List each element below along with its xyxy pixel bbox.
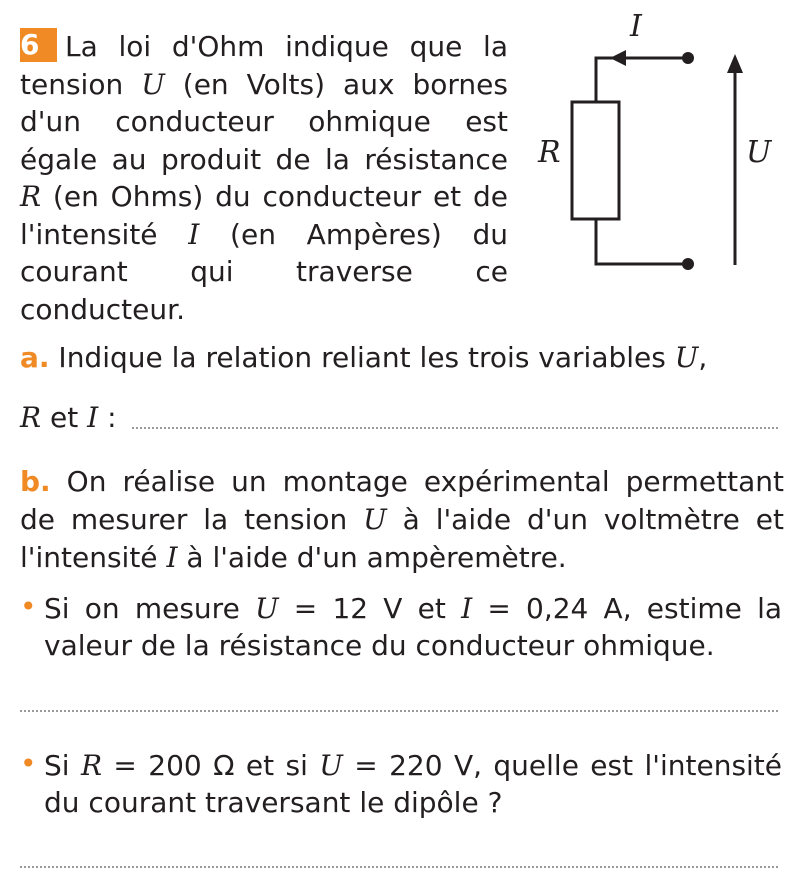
label-u: U (746, 135, 772, 170)
bullet-text: Si (44, 749, 81, 782)
exercise-intro (20, 28, 508, 328)
question-b-text: à l'aide d'un ampèremètre. (177, 541, 567, 574)
intro-text: (en Volts) aux bornes d'un conducteur ohmique est égale au produit de la résistance (20, 67, 508, 176)
bullet-2-text (44, 747, 782, 821)
variable-i: I (188, 217, 200, 251)
bullet-text: = 0,24 A, estime la valeur de la résistance du conducteur ohmique. (44, 592, 783, 662)
bullet-text: = 200 Ω et si (102, 749, 320, 782)
intro-text: (en Ohms) du conducteur et de l'intensité (20, 180, 508, 251)
question-a-line1 (20, 341, 707, 374)
resistor-symbol (572, 102, 619, 219)
bullet-2-marker: • (20, 747, 37, 780)
variable-i: I (166, 541, 178, 574)
variable-u: U (674, 341, 699, 374)
variable-r: R (20, 180, 42, 213)
variable-u: U (363, 503, 387, 536)
variable-u: U (141, 67, 165, 101)
bottom-terminal (682, 258, 694, 270)
exercise-number-badge: 6 (20, 28, 57, 62)
bullet-text: = 220 V, quelle est l'intensité du courant traversant le dipôle ? (44, 749, 783, 819)
question-a-text: , (698, 341, 708, 374)
variable-u: U (255, 592, 279, 625)
variable-u: U (319, 749, 343, 782)
label-r: R (538, 135, 561, 170)
answer-line-a[interactable] (132, 427, 778, 429)
top-terminal (682, 52, 694, 64)
label-i: I (630, 9, 642, 44)
question-a-text: : (98, 401, 117, 434)
variable-i: I (87, 401, 99, 434)
question-a-label: a. (20, 341, 50, 374)
question-b-text: On réalise un montage expérimental permettant de mesurer la tension (20, 465, 784, 536)
answer-line-b1[interactable] (20, 710, 778, 712)
variable-i: I (461, 592, 473, 625)
bullet-text: = 12 V et (278, 592, 462, 625)
intro-text: (en Ampères) du courant qui traverse ce conducteur. (20, 217, 508, 326)
question-a-text: Indique la relation reliant les trois variables (49, 341, 675, 374)
bottom-wire (596, 219, 688, 264)
variable-r: R (80, 749, 103, 782)
circuit-diagram (520, 8, 790, 278)
question-b-text: à l'aide d'un voltmètre et l'intensité (20, 503, 784, 574)
answer-line-b2[interactable] (20, 866, 778, 868)
question-b-label: b. (20, 465, 51, 498)
bullet-text: Si on mesure (44, 592, 255, 625)
current-arrow-icon (610, 50, 626, 66)
bullet-1-marker: • (20, 590, 37, 623)
question-b (20, 463, 784, 577)
top-wire (596, 58, 688, 102)
bullet-1-text (44, 590, 782, 664)
intro-text: La loi d'Ohm indique que la tension (20, 30, 508, 101)
question-a-line2 (20, 401, 117, 434)
voltage-arrow-icon (727, 54, 743, 73)
variable-r: R (20, 401, 42, 434)
question-a-text: et (41, 401, 88, 434)
